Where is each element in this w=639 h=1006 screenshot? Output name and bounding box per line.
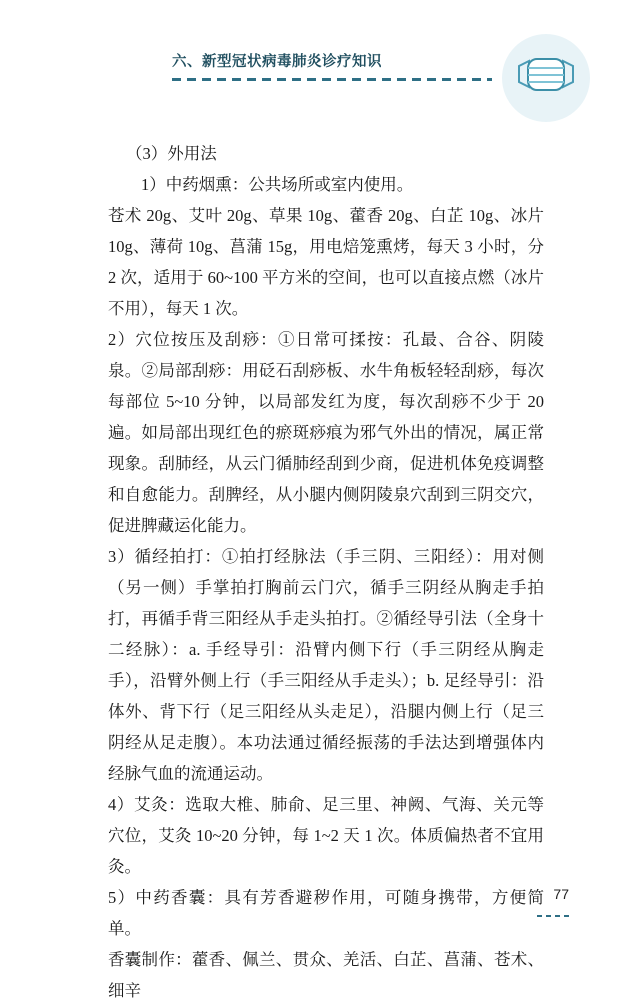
paragraph: 苍术 20g、艾叶 20g、草果 10g、藿香 20g、白芷 10g、冰片 10g、薄荷 10g、菖蒲 15g，用电焙笼熏烤，每天 3 小时，分 2 次，适用于 60~100 平方米的空间，也可以直接点燃（冰片不用），每天 1 次。 bbox=[108, 206, 544, 318]
face-mask-badge bbox=[502, 34, 590, 122]
footer-dashed-rule bbox=[537, 915, 571, 917]
paragraph: 1）中药烟熏：公共场所或室内使用。 bbox=[141, 175, 414, 194]
paragraph: 3）循经拍打：①拍打经脉法（手三阴、三阳经）：用对侧（另一侧）手掌拍打胸前云门穴，循手三阴经从胸走手拍打，再循手背三阳经从手走头拍打。②循经导引法（全身十二经脉）：a. 手经导引：沿臂内侧下行（手三阴经从胸走手），沿臂外侧上行（手三阳经从手走头）；b. 足经导引：沿体外、背下行（足三阳经从头走足），沿腿内侧上行（足三阴经从足走腹）。本功法通过循经振荡的手法达到增强体内经脉气血的流通运动。 bbox=[108, 547, 544, 783]
paragraph: 4）艾灸：选取大椎、肺俞、足三里、神阙、气海、关元等穴位，艾灸 10~20 分钟，每 1~2 天 1 次。体质偏热者不宜用灸。 bbox=[108, 795, 544, 876]
paragraph: （3）外用法 bbox=[126, 144, 217, 163]
header-dashed-rule bbox=[172, 78, 492, 81]
paragraph: 2）穴位按压及刮痧：①日常可揉按：孔最、合谷、阴陵泉。②局部刮痧：用砭石刮痧板、水牛角板轻轻刮痧，每次每部位 5~10 分钟，以局部发红为度，每次刮痧不少于 20 遍。如局部出现红色的瘀斑痧痕为邪气外出的情况，属正常现象。刮肺经，从云门循肺经刮到少商，促进机体免疫调整和自愈能力。刮脾经，从小腿内侧阴陵泉穴刮到三阴交穴，促进脾藏运化能力。 bbox=[108, 330, 544, 535]
page-header bbox=[0, 42, 639, 122]
paragraph: 香囊制作：藿香、佩兰、贯众、羌活、白芷、菖蒲、苍术、细辛 bbox=[108, 950, 544, 1000]
chapter-title: 六、新型冠状病毒肺炎诊疗知识 bbox=[172, 54, 382, 70]
paragraph: 5）中药香囊：具有芳香避秽作用，可随身携带，方便简单。 bbox=[108, 888, 544, 938]
page-body bbox=[108, 138, 544, 1006]
page-number: 77 bbox=[553, 886, 569, 902]
